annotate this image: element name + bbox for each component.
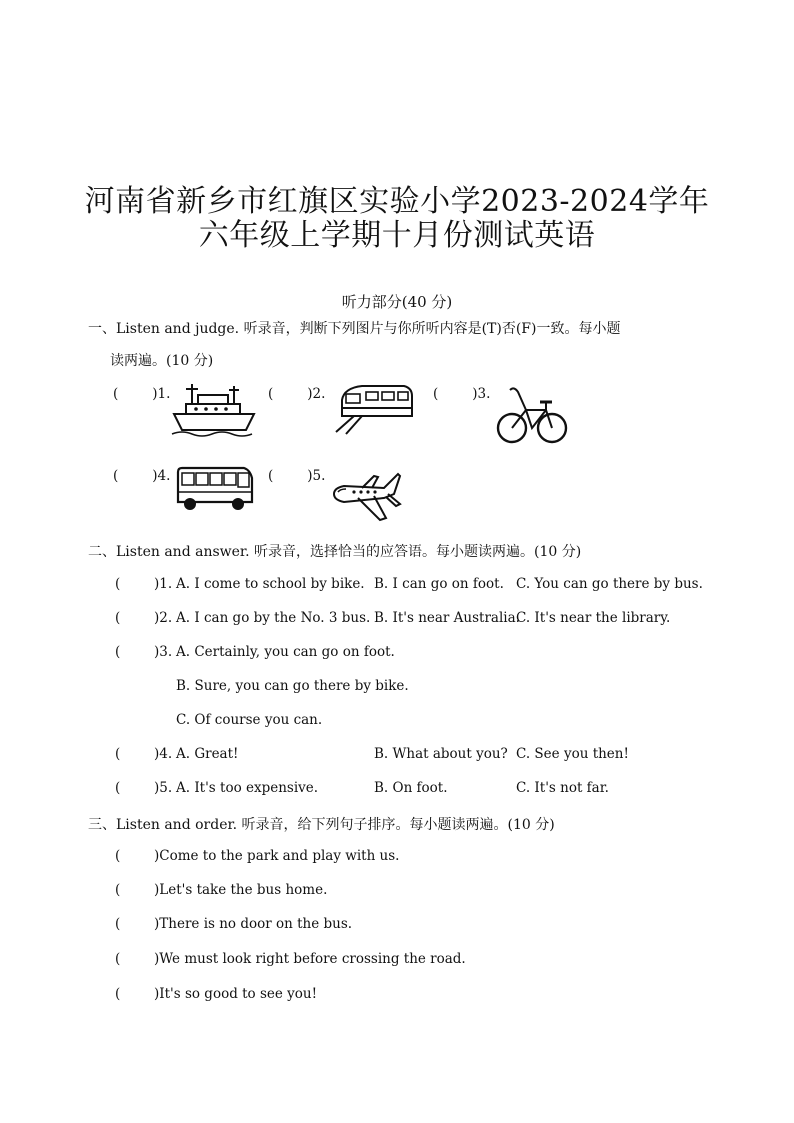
- s3-item-4-paren[interactable]: (: [115, 951, 121, 967]
- listening-heading: 听力部分(40 分): [341, 293, 453, 311]
- s3-item-5: )It's so good to see you!: [154, 986, 318, 1002]
- s1-item-5: ( )5.: [268, 468, 326, 484]
- s2-q2-c: C. It's near the library.: [516, 610, 671, 626]
- s3-item-1: )Come to the park and play with us.: [154, 848, 400, 864]
- s3-item-3-paren[interactable]: (: [115, 916, 121, 932]
- s2-q4-num: )4.: [154, 746, 173, 762]
- s2-q3-c: C. Of course you can.: [176, 712, 323, 728]
- s2-q4-paren[interactable]: (: [115, 746, 121, 762]
- bicycle-icon: [496, 384, 570, 446]
- s2-q4-a: A. Great!: [176, 746, 239, 762]
- s3-item-2: )Let's take the bus home.: [154, 882, 328, 898]
- section2-heading: 二、Listen and answer. 听录音，选择恰当的应答语。每小题读两遍。(10 分): [88, 544, 582, 560]
- s2-q1-a: A. I come to school by bike.: [176, 576, 365, 592]
- s3-item-4: )We must look right before crossing the road.: [154, 951, 466, 967]
- section1-heading-cont: 读两遍。(10 分): [110, 353, 214, 369]
- section3-heading: 三、Listen and order. 听录音，给下列句子排序。每小题读两遍。(10 分): [88, 817, 555, 833]
- s2-q5-b: B. On foot.: [374, 780, 448, 796]
- s2-q5-a: A. It's too expensive.: [176, 780, 319, 796]
- s2-q4-c: C. See you then!: [516, 746, 629, 762]
- s2-q1-b: B. I can go on foot.: [374, 576, 504, 592]
- s2-q3-num: )3.: [154, 644, 173, 660]
- s2-q3-paren[interactable]: (: [115, 644, 121, 660]
- title-line-1: 河南省新乡市红旗区实验小学2023-2024学年: [84, 184, 710, 219]
- s1-item-3: ( )3.: [433, 386, 491, 402]
- s2-q3-b: B. Sure, you can go there by bike.: [176, 678, 409, 694]
- answer-paren[interactable]: (: [268, 386, 274, 402]
- ship-icon: [170, 380, 260, 438]
- s2-q1-num: )1.: [154, 576, 173, 592]
- section1-heading: 一、Listen and judge. 听录音，判断下列图片与你所听内容是(T)否(F)一致。每小题: [88, 321, 621, 337]
- plane-icon: [328, 464, 404, 524]
- s1-item-2: ( )2.: [268, 386, 326, 402]
- s2-q5-paren[interactable]: (: [115, 780, 121, 796]
- s3-item-3: )There is no door on the bus.: [154, 916, 353, 932]
- s2-q2-paren[interactable]: (: [115, 610, 121, 626]
- answer-paren[interactable]: (: [113, 386, 119, 402]
- answer-paren[interactable]: (: [268, 468, 274, 484]
- s2-q2-a: A. I can go by the No. 3 bus.: [176, 610, 371, 626]
- answer-paren[interactable]: (: [433, 386, 439, 402]
- s1-item-4: ( )4.: [113, 468, 171, 484]
- s3-item-5-paren[interactable]: (: [115, 986, 121, 1002]
- s2-q2-num: )2.: [154, 610, 173, 626]
- train-icon: [332, 380, 416, 436]
- s3-item-2-paren[interactable]: (: [115, 882, 121, 898]
- s2-q1-paren[interactable]: (: [115, 576, 121, 592]
- s3-item-1-paren[interactable]: (: [115, 848, 121, 864]
- s2-q2-b: B. It's near Australia.: [374, 610, 520, 626]
- answer-paren[interactable]: (: [113, 468, 119, 484]
- s2-q5-num: )5.: [154, 780, 173, 796]
- bus-icon: [174, 464, 254, 514]
- title-line-2: 六年级上学期十月份测试英语: [198, 218, 596, 253]
- s2-q4-b: B. What about you?: [374, 746, 508, 762]
- s2-q3-a: A. Certainly, you can go on foot.: [176, 644, 395, 660]
- s1-item-1: ( )1.: [113, 386, 171, 402]
- s2-q5-c: C. It's not far.: [516, 780, 609, 796]
- s2-q1-c: C. You can go there by bus.: [516, 576, 703, 592]
